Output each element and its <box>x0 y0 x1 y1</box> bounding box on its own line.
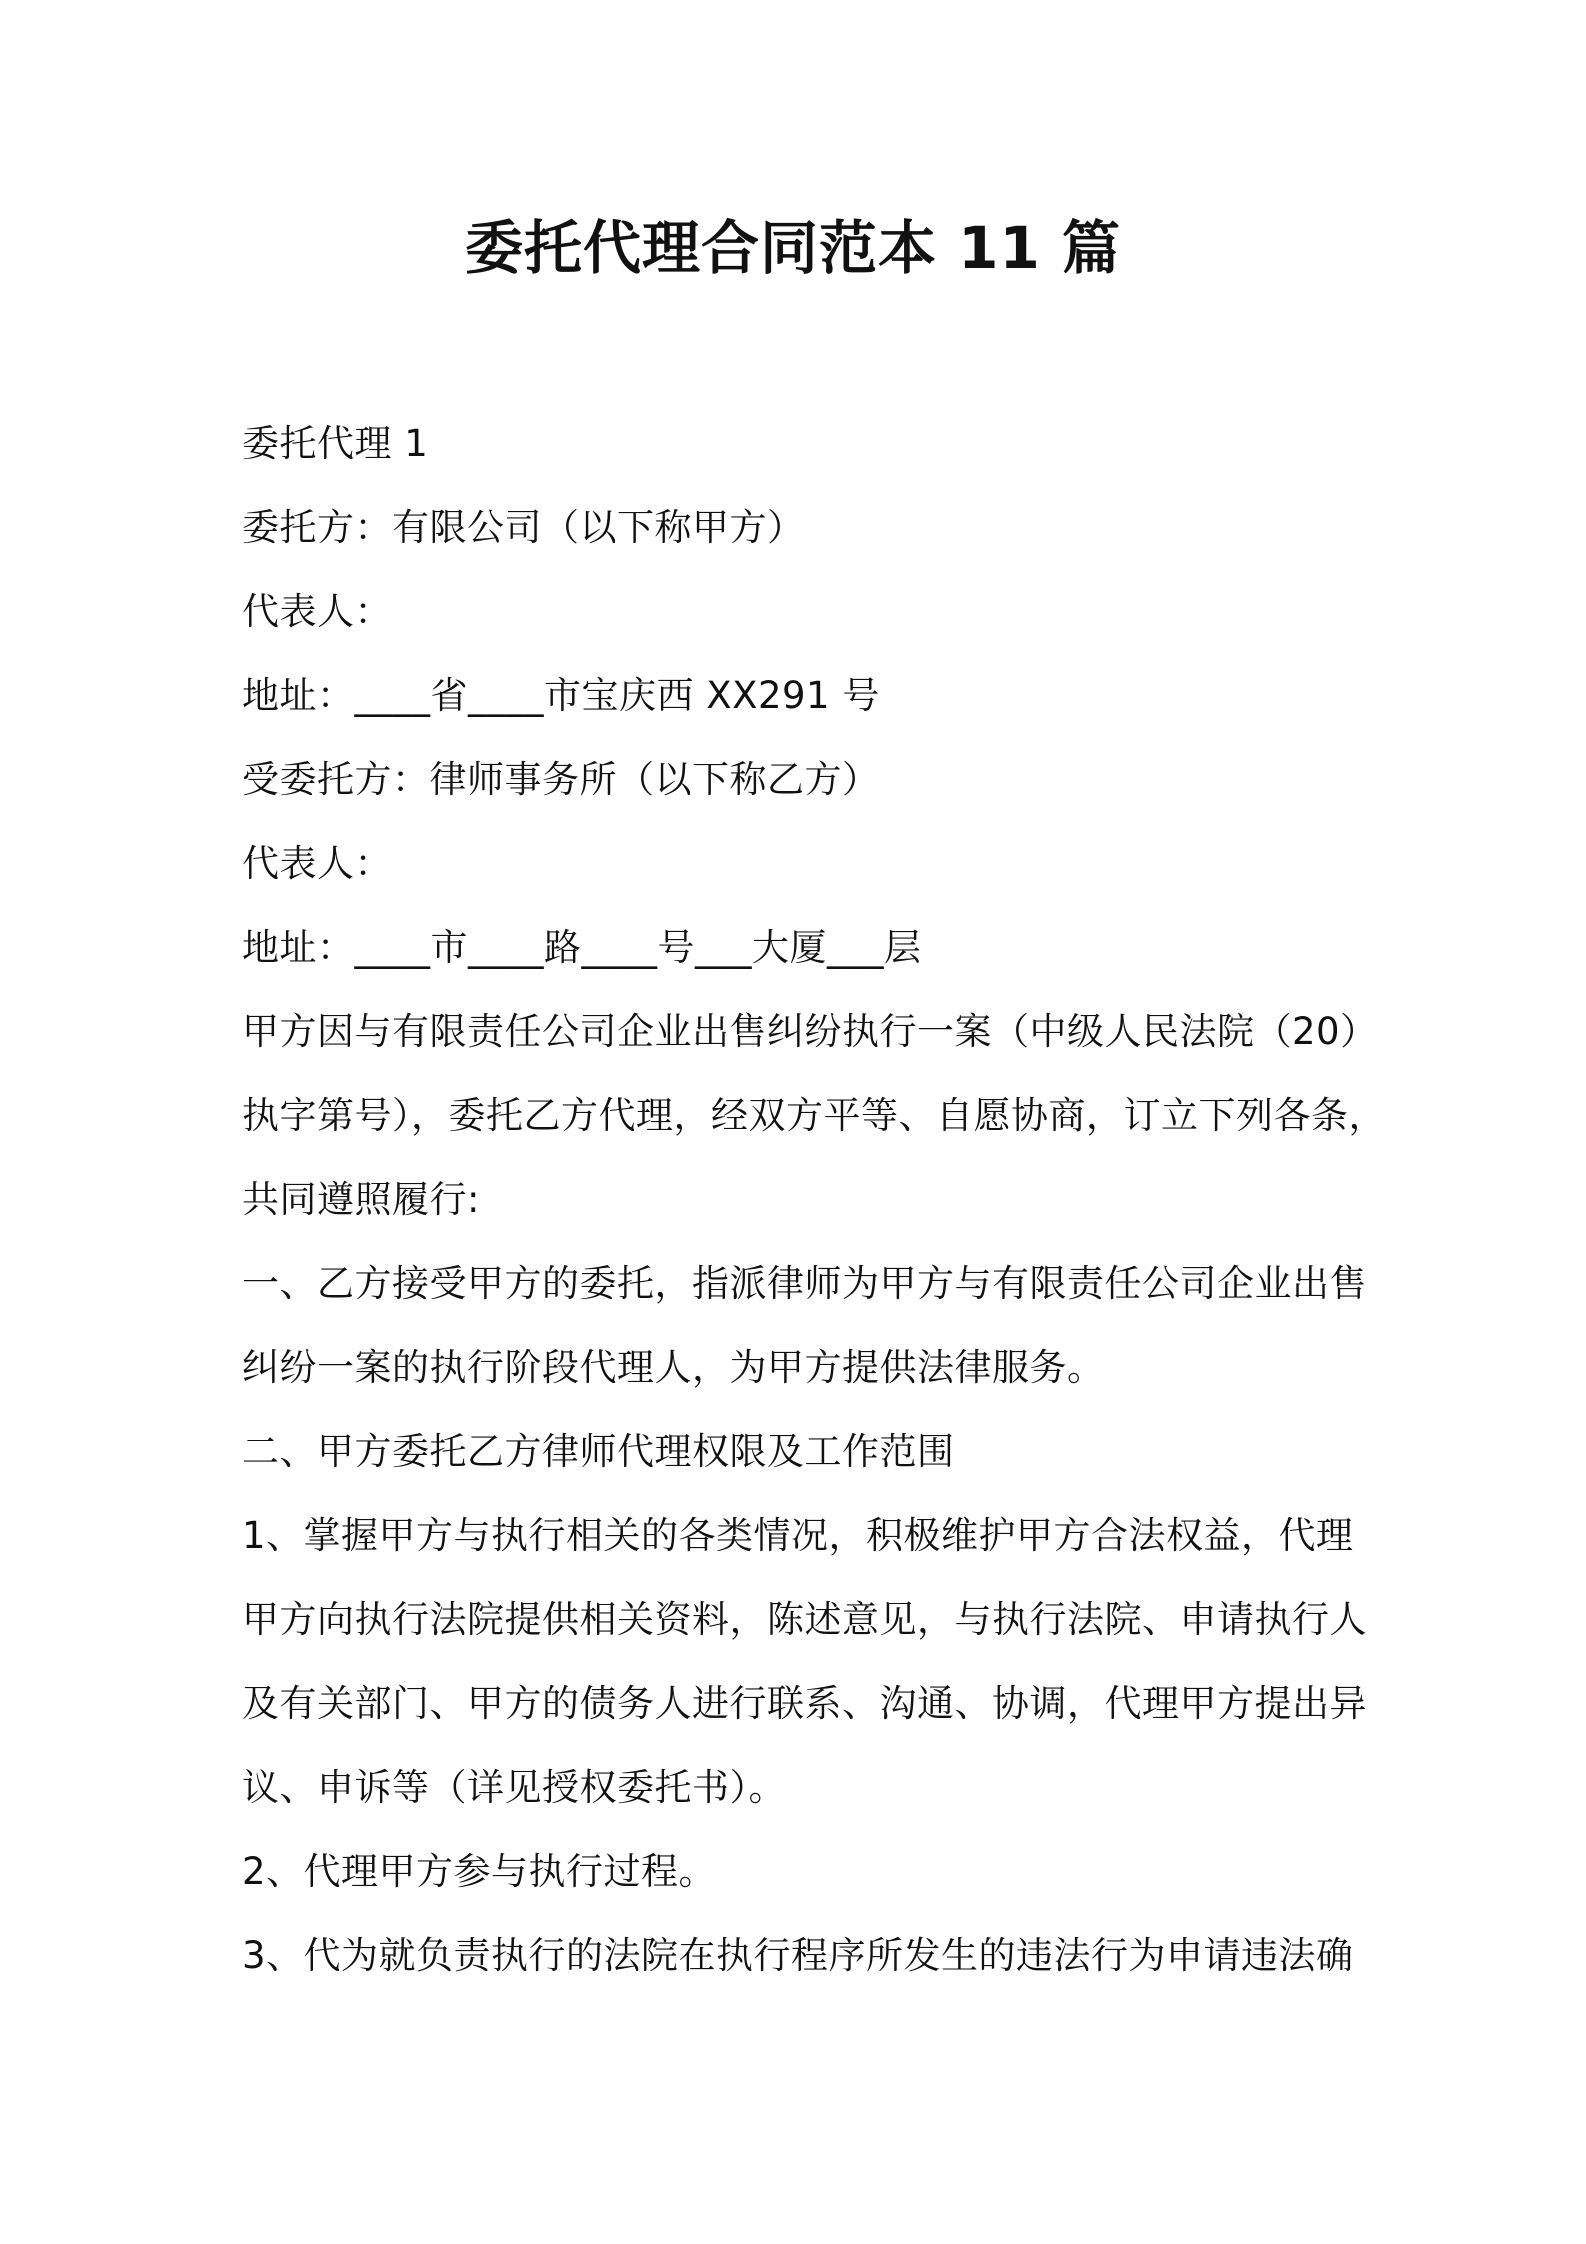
clause-item-line: 1、掌握甲方与执行相关的各类情况，积极维护甲方合法权益，代理 <box>242 1514 1354 1557</box>
document-title: 委托代理合同范本 11 篇 <box>464 214 1122 282</box>
section-heading: 委托代理 1 <box>242 422 429 465</box>
agent-representative-line: 代表人： <box>242 842 392 885</box>
clause-item-line: 2、代理甲方参与执行过程。 <box>242 1850 717 1893</box>
principal-line: 委托方：有限公司（以下称甲方） <box>242 506 805 549</box>
clause-item-line: 3、代为就负责执行的法院在执行程序所发生的违法行为申请违法确 <box>242 1934 1354 1977</box>
clause-heading: 二、甲方委托乙方律师代理权限及工作范围 <box>242 1430 955 1473</box>
clause-item-line: 议、申诉等（详见授权委托书）。 <box>242 1766 786 1809</box>
paragraph-line: 甲方因与有限责任公司企业出售纠纷执行一案（中级人民法院（20） <box>242 1010 1378 1053</box>
clause-line: 纠纷一案的执行阶段代理人，为甲方提供法律服务。 <box>242 1346 1105 1389</box>
paragraph-line: 执字第号），委托乙方代理，经双方平等、自愿协商，订立下列各条， <box>242 1094 1386 1137</box>
clause-item-line: 及有关部门、甲方的债务人进行联系、沟通、协调，代理甲方提出异 <box>242 1682 1367 1725</box>
clause-line: 一、乙方接受甲方的委托，指派律师为甲方与有限责任公司企业出售 <box>242 1262 1367 1305</box>
document-body <box>242 402 1386 1998</box>
paragraph-line: 共同遵照履行: <box>242 1178 480 1221</box>
clause-item-line: 甲方向执行法院提供相关资料，陈述意见，与执行法院、申请执行人 <box>242 1598 1367 1641</box>
agent-line: 受委托方：律师事务所（以下称乙方） <box>242 758 880 801</box>
principal-address-line: 地址：____省____市宝庆西 XX291 号 <box>242 674 880 717</box>
principal-representative-line: 代表人： <box>242 590 392 633</box>
agent-address-line: 地址：____市____路____号___大厦___层 <box>242 926 922 969</box>
